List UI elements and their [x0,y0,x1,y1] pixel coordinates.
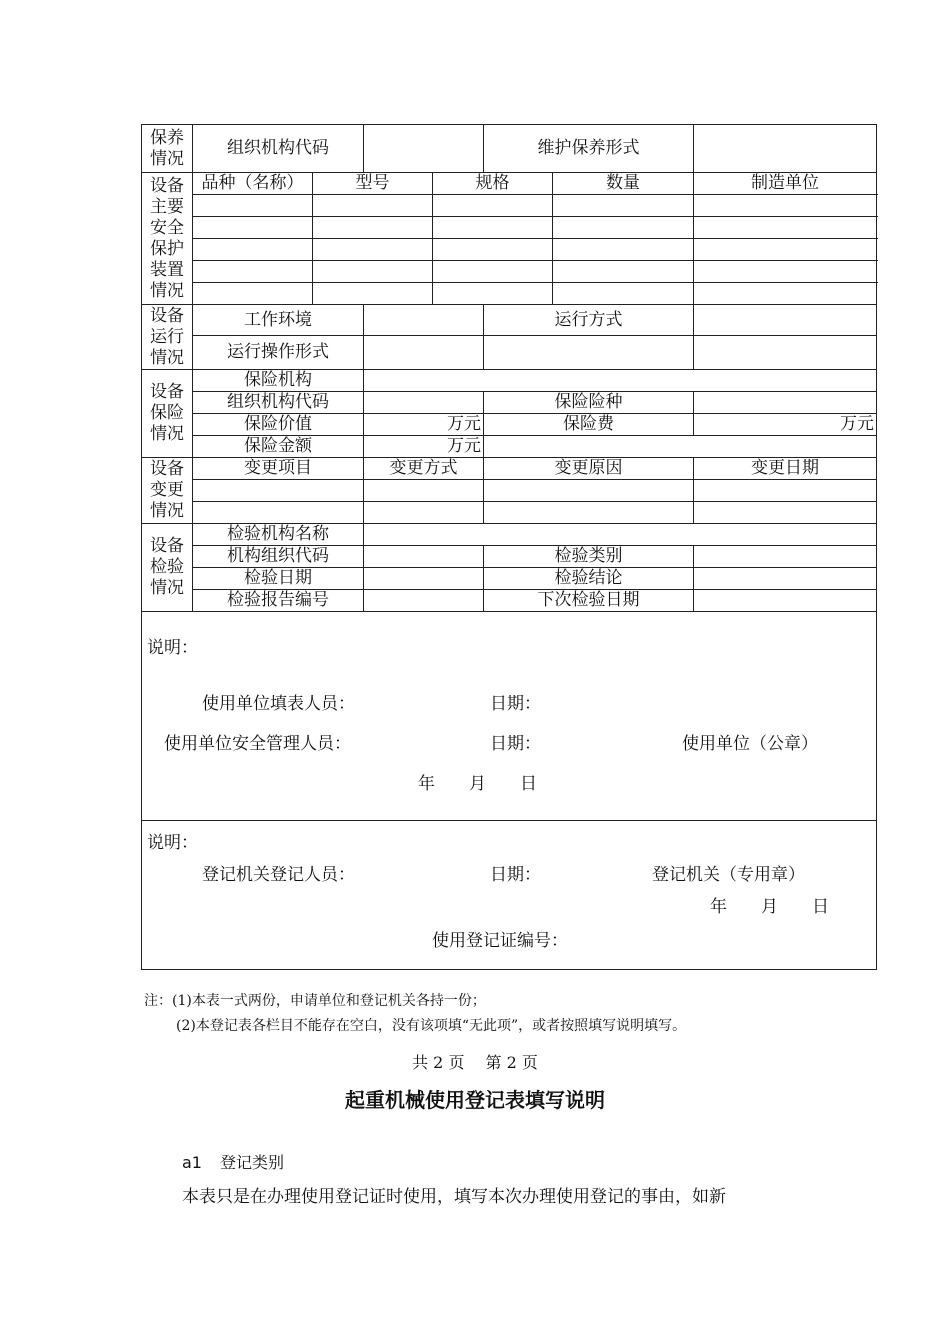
changes-cell[interactable] [484,480,694,502]
safety-cell[interactable] [553,217,694,239]
user-declaration-row [142,612,877,821]
reg-seal-label: 登记机关（专用章） [652,865,805,885]
insurance-premium-label: 保险费 [484,414,694,436]
safety-cell[interactable] [433,217,553,239]
safety-cell[interactable] [193,239,313,261]
changes-header-date: 变更日期 [694,458,877,480]
safety-cell[interactable] [193,217,313,239]
safety-cell[interactable] [553,261,694,283]
operation-environment-value[interactable] [364,305,484,336]
inspection-date-value[interactable] [364,568,484,590]
safety-cell[interactable] [193,283,313,305]
maintenance-org-code-value[interactable] [364,125,484,173]
table-row [142,195,877,217]
operation-form-blank-2[interactable] [694,336,877,370]
inspection-agency-value[interactable] [364,524,877,546]
safety-section-label: 设备 主要 安全 保护 装置 情况 [142,173,193,305]
changes-header-reason: 变更原因 [484,458,694,480]
footnote-2: (2)本登记表各栏目不能存在空白，没有该项填“无此项”，或者按照填写说明填写。 [176,1018,687,1034]
reg-note-label: 说明： [147,833,198,853]
insurance-row-2 [142,392,877,414]
operation-mode-label: 运行方式 [484,305,694,336]
inspection-report-label: 检验报告编号 [193,590,364,612]
safety-cell[interactable] [553,195,694,217]
changes-cell[interactable] [364,480,484,502]
safety-cell[interactable] [193,261,313,283]
changes-section-label: 设备 变更 情况 [142,458,193,524]
safety-cell[interactable] [553,283,694,305]
changes-cell[interactable] [364,502,484,524]
safety-cell[interactable] [313,261,433,283]
subheading-number: a1 [182,1153,202,1172]
footnote-1: 注：(1)本表一式两份，申请单位和登记机关各持一份； [144,993,486,1009]
insurance-row-4 [142,436,877,458]
table-row [142,283,877,305]
safety-cell[interactable] [694,239,877,261]
operation-row-2 [142,336,877,370]
inspection-row-2 [142,546,877,568]
safety-cell[interactable] [313,283,433,305]
safety-header-maker: 制造单位 [694,173,877,195]
insurance-value-label: 保险价值 [193,414,364,436]
changes-header-method: 变更方式 [364,458,484,480]
instructions-subheading [182,1150,284,1173]
reg-cert-no-label: 使用登记证编号： [432,931,568,951]
inspection-report-value[interactable] [364,590,484,612]
inspection-date-label: 检验日期 [193,568,364,590]
safety-header-row [142,173,877,195]
user-seal-label: 使用单位（公章） [682,734,818,754]
safety-cell[interactable] [694,195,877,217]
table-row [142,239,877,261]
inspection-category-label: 检验类别 [484,546,694,568]
registrar-box [142,821,877,970]
safety-cell[interactable] [433,239,553,261]
user-safety-manager-label: 使用单位安全管理人员： [164,734,351,754]
safety-cell[interactable] [553,239,694,261]
insurance-value-unit[interactable]: 万元 [364,414,484,436]
registration-form-table [141,124,877,970]
user-ymd-label: 年 月 日 [418,774,537,794]
changes-cell[interactable] [694,502,877,524]
user-note-label: 说明： [147,638,198,658]
changes-header-item: 变更项目 [193,458,364,480]
safety-cell[interactable] [433,195,553,217]
user-declaration-box [142,612,877,821]
changes-header-row [142,458,877,480]
inspection-next-date-label: 下次检验日期 [484,590,694,612]
safety-cell[interactable] [313,217,433,239]
reg-ymd-label: 年 月 日 [710,897,829,917]
operation-mode-value[interactable] [694,305,877,336]
insurance-org-code-value[interactable] [364,392,484,414]
user-date1-label: 日期： [490,694,541,714]
safety-header-model: 型号 [313,173,433,195]
insurance-type-label: 保险险种 [484,392,694,414]
insurance-section-label: 设备 保险 情况 [142,370,193,458]
operation-form-value[interactable] [364,336,484,370]
safety-cell[interactable] [694,217,877,239]
operation-form-label: 运行操作形式 [193,336,364,370]
table-row [142,261,877,283]
user-date2-label: 日期： [490,734,541,754]
safety-header-qty: 数量 [553,173,694,195]
maintenance-form-label: 维护保养形式 [484,125,694,173]
safety-cell[interactable] [694,261,877,283]
insurance-type-value[interactable] [694,392,877,414]
inspection-org-code-value[interactable] [364,546,484,568]
safety-cell[interactable] [694,283,877,305]
maintenance-form-value[interactable] [694,125,877,173]
operation-form-blank[interactable] [484,336,694,370]
maintenance-row [142,125,877,173]
insurance-amount-blank[interactable] [484,436,877,458]
insurance-premium-unit[interactable]: 万元 [694,414,877,436]
inspection-conclusion-label: 检验结论 [484,568,694,590]
inspection-row-3 [142,568,877,590]
insurance-row-1 [142,370,877,392]
changes-cell[interactable] [193,502,364,524]
page-number: 共 2 页 第 2 页 [412,1053,538,1072]
instructions-title: 起重机械使用登记表填写说明 [345,1088,605,1112]
registrar-row [142,821,877,970]
reg-date-label: 日期： [490,865,541,885]
table-row [142,480,877,502]
changes-cell[interactable] [484,502,694,524]
maintenance-org-code-label: 组织机构代码 [193,125,364,173]
safety-cell[interactable] [433,261,553,283]
table-row [142,217,877,239]
inspection-row-4 [142,590,877,612]
safety-cell[interactable] [313,239,433,261]
inspection-row-1 [142,524,877,546]
maintenance-section-label: 保养 情况 [142,125,193,173]
table-row [142,502,877,524]
inspection-next-date-value[interactable] [694,590,877,612]
inspection-category-value[interactable] [694,546,877,568]
safety-cell[interactable] [433,283,553,305]
inspection-org-code-label: 机构组织代码 [193,546,364,568]
insurance-org-code-label: 组织机构代码 [193,392,364,414]
user-filler-label: 使用单位填表人员： [202,694,355,714]
inspection-agency-label: 检验机构名称 [193,524,364,546]
instructions-paragraph: 本表只是在办理使用登记证时使用，填写本次办理使用登记的事由，如新 [182,1187,726,1207]
subheading-title: 登记类别 [220,1153,285,1172]
safety-cell[interactable] [193,195,313,217]
reg-registrar-label: 登记机关登记人员： [202,865,355,885]
safety-cell[interactable] [313,195,433,217]
safety-header-spec: 规格 [433,173,553,195]
operation-row-1 [142,305,877,336]
insurance-amount-label: 保险金额 [193,436,364,458]
changes-cell[interactable] [193,480,364,502]
operation-section-label: 设备 运行 情况 [142,305,193,370]
operation-environment-label: 工作环境 [193,305,364,336]
inspection-conclusion-value[interactable] [694,568,877,590]
insurance-row-3 [142,414,877,436]
safety-header-type: 品种（名称） [193,173,313,195]
inspection-section-label: 设备 检验 情况 [142,524,193,612]
insurance-agency-value[interactable] [364,370,877,392]
insurance-amount-unit[interactable]: 万元 [364,436,484,458]
changes-cell[interactable] [694,480,877,502]
insurance-agency-label: 保险机构 [193,370,364,392]
